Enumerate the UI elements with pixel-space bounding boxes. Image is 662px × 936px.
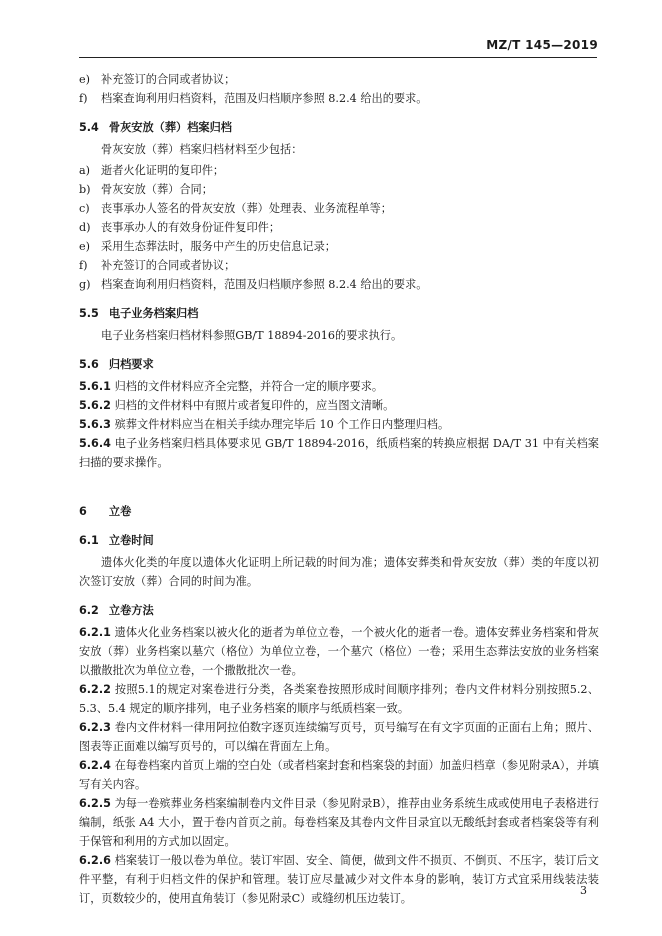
clause xyxy=(79,718,599,756)
section-heading-6-2 xyxy=(79,601,599,620)
page-body xyxy=(79,70,599,908)
list-item xyxy=(79,89,599,108)
clause xyxy=(79,756,599,794)
clause-number: 5.6.2 xyxy=(79,399,111,412)
clause-text: 按照5.1的规定对案卷进行分类，各类案卷按照形成时间顺序排列；卷内文件材料分别按照5.2、5.3、5.4 规定的顺序排列，电子业务档案的顺序与纸质档案一致。 xyxy=(79,683,599,715)
clause-number: 5.6.4 xyxy=(79,437,111,450)
clause-text: 归档的文件材料应齐全完整，并符合一定的顺序要求。 xyxy=(114,380,384,393)
clause xyxy=(79,434,599,472)
list-marker: e) xyxy=(79,73,90,86)
section-number: 6.1 xyxy=(79,534,99,547)
list-text: 丧事承办人签名的骨灰安放（葬）处理表、业务流程单等； xyxy=(101,202,392,215)
list-marker: f) xyxy=(79,259,88,272)
list-text: 骨灰安放（葬）合同； xyxy=(101,183,213,196)
list-text: 采用生态葬法时，服务中产生的历史信息记录； xyxy=(101,240,336,253)
section-number: 5.5 xyxy=(79,307,99,320)
clause xyxy=(79,377,599,396)
clause-number: 6.2.4 xyxy=(79,759,111,772)
list-item xyxy=(79,237,599,256)
section-heading-6 xyxy=(79,502,599,521)
list-marker: e) xyxy=(79,240,90,253)
section-number: 6 xyxy=(79,505,87,518)
list-text: 丧事承办人的有效身份证件复印件； xyxy=(101,221,281,234)
clause-text: 档案装订一般以卷为单位。装订牢固、安全、简便，做到文件不损页、不倒页、不压字，装订后文件平整，有利于归档文件的保护和管理。装订应尽量减少对文件本身的影响，装订方式宜采用线装法装订，页数较少的，使用直角装订（参见附录C）或缝纫机压边装订。 xyxy=(79,854,599,905)
standard-identifier: MZ/T 145—2019 xyxy=(486,38,598,52)
list-item xyxy=(79,180,599,199)
section-heading-5-6 xyxy=(79,355,599,374)
clause xyxy=(79,680,599,718)
section-title: 电子业务档案归档 xyxy=(108,307,199,320)
list-item xyxy=(79,199,599,218)
clause-number: 6.2.2 xyxy=(79,683,111,696)
clause-number: 6.2.3 xyxy=(79,721,111,734)
page-number: 3 xyxy=(580,884,587,897)
section-heading-5-5 xyxy=(79,304,599,323)
clause-number: 6.2.6 xyxy=(79,854,111,867)
header-rule xyxy=(79,57,597,58)
section-title: 立卷 xyxy=(108,505,132,518)
section-title: 立卷方法 xyxy=(108,604,154,617)
clause xyxy=(79,623,599,680)
list-marker: f) xyxy=(79,92,88,105)
section-number: 6.2 xyxy=(79,604,99,617)
clause-number: 5.6.1 xyxy=(79,380,111,393)
section-number: 5.4 xyxy=(79,121,99,134)
clause xyxy=(79,851,599,908)
list-marker: d) xyxy=(79,221,91,234)
section-number: 5.6 xyxy=(79,358,99,371)
section-title: 骨灰安放（葬）档案归档 xyxy=(108,121,232,134)
section-heading-5-4 xyxy=(79,118,599,137)
clause xyxy=(79,415,599,434)
clause-number: 5.6.3 xyxy=(79,418,111,431)
clause-text: 殡葬文件材料应当在相关手续办理完毕后 10 个工作日内整理归档。 xyxy=(114,418,450,431)
list-item xyxy=(79,161,599,180)
paragraph: 遗体火化类的年度以遗体火化证明上所记载的时间为准；遗体安葬类和骨灰安放（葬）类的年度以初次签订安放（葬）合同的时间为准。 xyxy=(79,556,599,588)
spacer xyxy=(79,472,599,492)
list-marker: g) xyxy=(79,278,91,291)
clause xyxy=(79,794,599,851)
section-heading-6-1 xyxy=(79,531,599,550)
clause-text: 在每卷档案内首页上端的空白处（或者档案封套和档案袋的封面）加盖归档章（参见附录A），并填写有关内容。 xyxy=(79,759,599,791)
clause xyxy=(79,396,599,415)
clause-number: 6.2.1 xyxy=(79,626,111,639)
list-text: 补充签订的合同或者协议； xyxy=(101,73,236,86)
clause-number: 6.2.5 xyxy=(79,797,111,810)
list-item xyxy=(79,218,599,237)
clause-text: 电子业务档案归档具体要求见 GB/T 18894-2016，纸质档案的转换应根据 DA/T 31 中有关档案扫描的要求操作。 xyxy=(79,437,599,469)
paragraph: 电子业务档案归档材料参照GB/T 18894-2016的要求执行。 xyxy=(101,329,403,342)
list-text: 逝者火化证明的复印件； xyxy=(101,164,225,177)
list-text: 补充签订的合同或者协议； xyxy=(101,259,236,272)
list-item xyxy=(79,275,599,294)
list-marker: c) xyxy=(79,202,90,215)
clause-text: 归档的文件材料中有照片或者复印件的，应当图文清晰。 xyxy=(114,399,395,412)
clause-text: 卷内文件材料一律用阿拉伯数字逐页连续编写页号，页号编写在有文字页面的正面右上角；照片、图表等正面难以编写页号的，可以编在背面左上角。 xyxy=(79,721,599,753)
list-marker: a) xyxy=(79,164,91,177)
list-item xyxy=(79,70,599,89)
section-title: 归档要求 xyxy=(108,358,154,371)
list-text: 档案查询利用归档资料，范围及归档顺序参照 8.2.4 给出的要求。 xyxy=(101,278,428,291)
clause-text: 为每一卷殡葬业务档案编制卷内文件目录（参见附录B），推荐由业务系统生成或使用电子表格进行编制，纸张 A4 大小，置于卷内首页之前。每卷档案及其卷内文件目录宜以无酸纸封套或者档案袋等有利于保管和利用的方式加以固定。 xyxy=(79,797,599,848)
clause-text: 遗体火化业务档案以被火化的逝者为单位立卷，一个被火化的逝者一卷。遗体安葬业务档案和骨灰安放（葬）业务档案以墓穴（格位）为单位立卷，一个墓穴（格位）一卷；采用生态葬法安放的业务档案以撒散批次为单位立卷，一个撒散批次一卷。 xyxy=(79,626,599,677)
list-marker: b) xyxy=(79,183,91,196)
list-item xyxy=(79,256,599,275)
paragraph: 骨灰安放（葬）档案归档材料至少包括： xyxy=(101,143,303,156)
list-text: 档案查询利用归档资料，范围及归档顺序参照 8.2.4 给出的要求。 xyxy=(101,92,428,105)
section-title: 立卷时间 xyxy=(108,534,154,547)
